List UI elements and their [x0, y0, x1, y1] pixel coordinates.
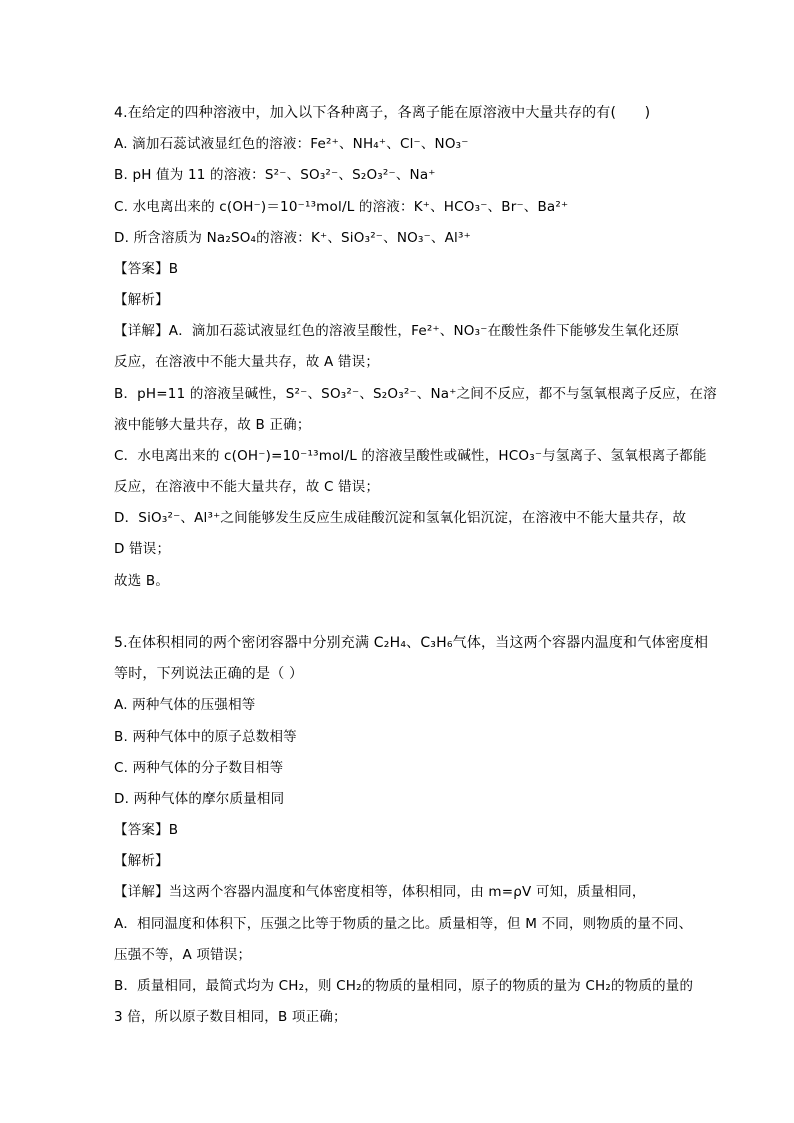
q5-analysis-line-4: B．质量相同，最简式均为 CH₂，则 CH₂的物质的量相同，原子的物质的量为 CH₂的物质的量的 — [114, 978, 694, 994]
question-4-stem: 4.在给定的四种溶液中，加入以下各种离子，各离子能在原溶液中大量共存的有( ) — [114, 105, 651, 121]
q4-analysis-line-8: D 错误； — [114, 541, 171, 557]
q5-answer: 【答案】B — [114, 822, 179, 838]
q5-option-b: B. 两种气体中的原子总数相等 — [114, 729, 297, 745]
q5-analysis-label: 【解析】 — [114, 853, 169, 869]
q4-analysis-line-5: C．水电离出来的 c(OH⁻)=10⁻¹³mol/L 的溶液呈酸性或碱性，HCO₃⁻与氢离子、氢氧根离子都能 — [114, 448, 707, 464]
q5-analysis-line-5: 3 倍，所以原子数目相同，B 项正确； — [114, 1009, 347, 1025]
q4-answer: 【答案】B — [114, 261, 179, 277]
q4-analysis-line-9: 故选 B。 — [114, 573, 170, 589]
q4-analysis-line-2: 反应，在溶液中不能大量共存，故 A 错误； — [114, 354, 380, 370]
q4-option-d: D. 所含溶质为 Na₂SO₄的溶液：K⁺、SiO₃²⁻、NO₃⁻、Al³⁺ — [114, 230, 471, 246]
q5-analysis-line-3: 压强不等，A 项错误； — [114, 947, 252, 963]
q4-analysis-line-4: 液中能够大量共存，故 B 正确； — [114, 417, 311, 433]
q5-option-a: A. 两种气体的压强相等 — [114, 697, 256, 713]
q5-option-d: D. 两种气体的摩尔质量相同 — [114, 791, 285, 807]
q4-analysis-line-6: 反应，在溶液中不能大量共存，故 C 错误； — [114, 479, 380, 495]
q4-option-c: C. 水电离出来的 c(OH⁻)＝10⁻¹³mol/L 的溶液：K⁺、HCO₃⁻、Br⁻、Ba²⁺ — [114, 199, 569, 215]
q4-option-b: B. pH 值为 11 的溶液：S²⁻、SO₃²⁻、S₂O₃²⁻、Na⁺ — [114, 167, 436, 183]
q4-analysis-label: 【解析】 — [114, 292, 169, 308]
q5-analysis-line-2: A．相同温度和体积下，压强之比等于物质的量之比。质量相等，但 M 不同，则物质的量不同、 — [114, 916, 693, 932]
q4-analysis-line-1: 【详解】A．滴加石蕊试液显红色的溶液呈酸性，Fe²⁺、NO₃⁻在酸性条件下能够发生氧化还原 — [114, 323, 680, 339]
question-5-stem-line-1: 5.在体积相同的两个密闭容器中分别充满 C₂H₄、C₃H₆气体，当这两个容器内温度和气体密度相 — [114, 635, 709, 651]
q4-analysis-line-7: D．SiO₃²⁻、Al³⁺之间能够发生反应生成硅酸沉淀和氢氧化铝沉淀，在溶液中不能大量共存，故 — [114, 510, 687, 526]
q5-analysis-line-1: 【详解】当这两个容器内温度和气体密度相等，体积相同，由 m=ρV 可知，质量相同， — [114, 884, 646, 900]
question-5-stem-line-2: 等时，下列说法正确的是（ ） — [114, 666, 304, 682]
q4-option-a: A. 滴加石蕊试液显红色的溶液：Fe²⁺、NH₄⁺、Cl⁻、NO₃⁻ — [114, 136, 469, 152]
q4-analysis-line-3: B．pH=11 的溶液呈碱性，S²⁻、SO₃²⁻、S₂O₃²⁻、Na⁺之间不反应，都不与氢氧根离子反应，在溶 — [114, 386, 717, 402]
q5-option-c: C. 两种气体的分子数目相等 — [114, 760, 284, 776]
